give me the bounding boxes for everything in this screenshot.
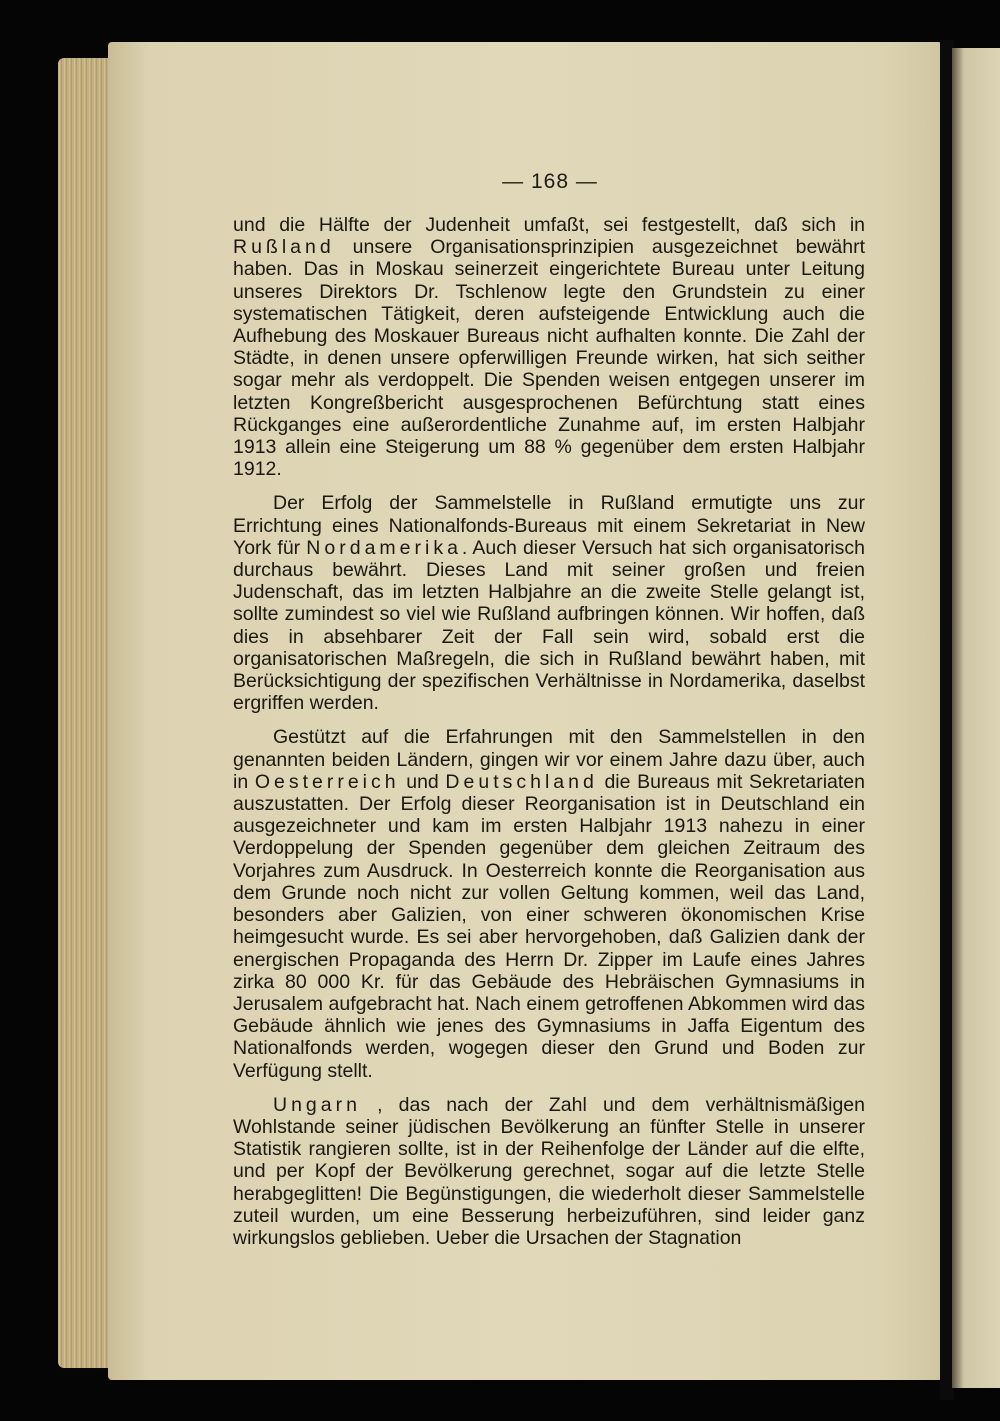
paragraph-segment: . Auch dieser Versuch hat sich organisatorisch durchaus bewährt. Dieses Land mit seiner großen und freien Judenschaft, das im letzten Halbjahre an die zweite Stelle gelangt ist, sollte zumindest so viel wie Rußland aufbringen können. Wir hoffen, daß dies in absehbarer Zeit der Fall sein wird, sobald erst die organisatorischen Maßregeln, die sich in Rußland bewährt haben, mit Berücksichtigung der spezifischen Verhältnisse in Nordamerika, daselbst ergriffen werden.: [233, 536, 865, 715]
paragraph-segment: , das nach der Zahl und dem verhältnismäßigen Wohlstande seiner jüdischen Bevölkerung an fünfter Stelle in unserer Statistik rangieren sollte, ist in der Reihenfolge der Länder auf die elfte, und per Kopf der Bevölkerung gerechnet, sogar auf die letzte Stelle herabgeglitten! Die Begünstigungen, die wiederholt dieser Sammelstelle zuteil wurden, um eine Besserung herbeizuführen, sind leider ganz wirkungslos geblieben. Ueber die Ursachen der Stagnation: [233, 1093, 865, 1249]
paragraph: [233, 726, 865, 1081]
emphasized-country: Rußland: [233, 236, 335, 259]
paragraph: [233, 214, 865, 480]
paragraph-segment: unsere Organisationsprinzipien ausgezeichnet bewährt haben. Das in Moskau seinerzeit eingerichtete Bureau unter Leitung unseres Direktors Dr. Tschlenow legte den Grundstein zu einer systematischen Tätigkeit, deren aufsteigende Entwicklung auch die Aufhebung des Moskauer Bureaus nicht aufhalten konnte. Die Zahl der Städte, in denen unsere opferwilligen Freunde wirken, hat sich seither sogar mehr als verdoppelt. Die Spenden weisen entgegen unserer im letzten Kongreßbericht ausgesprochenen Befürchtung statt eines Rückganges eine außerordentliche Zunahme auf, im ersten Halbjahr 1913 allein eine Steigerung um 88 % gegenüber dem ersten Halbjahr 1912.: [233, 236, 865, 481]
body-text: [233, 214, 865, 1249]
page-number: — 168 —: [502, 170, 598, 193]
emphasized-country: Oesterreich: [254, 770, 400, 793]
paragraph-segment: Gestützt auf die Erfahrungen mit den Sammelstellen in den genannten beiden Ländern, gingen wir vor einem Jahre dazu über, auch in: [233, 726, 865, 793]
facing-page: [952, 48, 1000, 1388]
emphasized-country: Ungarn: [273, 1093, 361, 1116]
emphasized-country: Nordamerika: [306, 536, 462, 559]
paragraph: [233, 492, 865, 714]
paragraph-segment: und die Hälfte der Judenheit umfaßt, sei festgestellt, daß sich in: [233, 214, 865, 236]
paragraph: [233, 1094, 865, 1249]
paragraph-segment: Der Erfolg der Sammelstelle in Rußland ermutigte uns zur Errichtung eines Nationalfonds-Bureaus mit einem Sekretariat in New York für: [233, 492, 865, 559]
paragraph-segment: und: [399, 770, 446, 793]
paragraph-segment: die Bureaus mit Sekretariaten auszustatten. Der Erfolg dieser Reorganisation ist in Deutschland ein ausgezeichneter und kam im ersten Halbjahr 1913 nahezu in einer Verdoppelung der Spenden gegenüber dem gleichen Zeitraum des Vorjahres zum Ausdruck. In Oesterreich konnte die Reorganisation aus dem Grunde noch nicht zur vollen Geltung kommen, weil das Land, besonders aber Galizien, von einer schweren ökonomischen Krise heimgesucht wurde. Es sei aber hervorgehoben, daß Galizien dank der energischen Propaganda des Herrn Dr. Zipper im Laufe eines Jahres zirka 80 000 Kr. für das Gebäude des Hebräischen Gymnasiums in Jerusalem aufgebracht hat. Nach einem getroffenen Abkommen wird das Gebäude ähnlich wie jenes des Gymnasiums in Jaffa Eigentum des Nationalfonds werden, wogegen dieser den Grund und Boden zur Verfügung stellt.: [233, 770, 865, 1082]
emphasized-country: Deutschland: [445, 770, 598, 793]
